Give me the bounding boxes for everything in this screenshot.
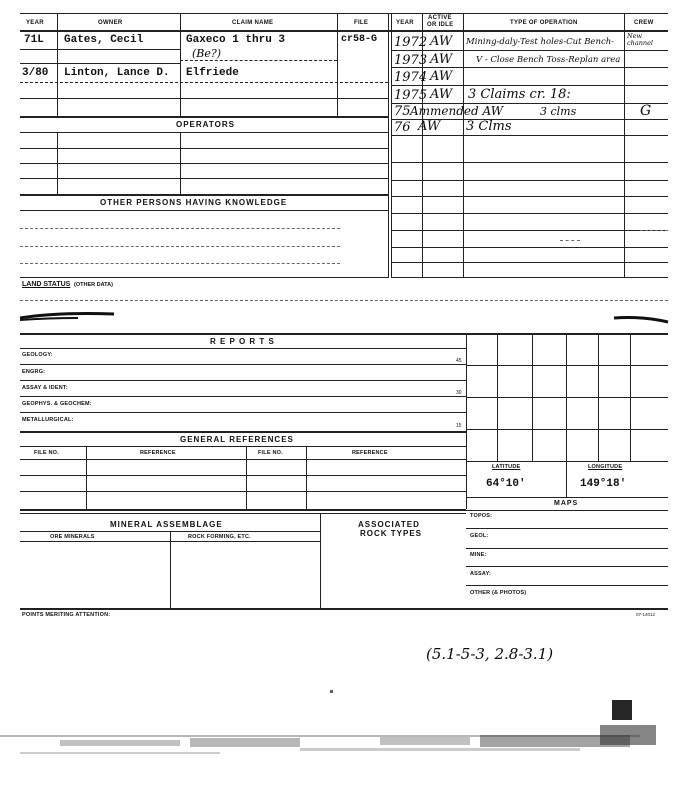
mineral-assemblage-title: MINERAL ASSEMBLAGE bbox=[110, 520, 223, 529]
op-row-1-status: AW bbox=[430, 34, 453, 49]
op-row-5-year: 75 bbox=[394, 104, 411, 119]
ref-file-no-1: FILE NO. bbox=[34, 450, 59, 456]
op-row-6-year: 76 bbox=[394, 120, 411, 135]
operators-title: OPERATORS bbox=[176, 120, 235, 129]
op-row-2-year: 1973 bbox=[394, 53, 428, 68]
scan-mark-right bbox=[612, 312, 672, 328]
op-row-2-status: AW bbox=[430, 52, 453, 67]
scan-mark-left bbox=[18, 306, 118, 324]
form-number: 07-14012 bbox=[636, 612, 656, 617]
header-year: YEAR bbox=[26, 20, 44, 26]
op-row-5-crew: G bbox=[640, 103, 652, 119]
land-status-title: LAND STATUS bbox=[22, 281, 71, 288]
header-crew: CREW bbox=[634, 20, 654, 26]
ref-file-no-2: FILE NO. bbox=[258, 450, 283, 456]
op-row-6-status: AW bbox=[418, 119, 441, 134]
report-n15: 15 bbox=[456, 423, 462, 429]
maps-title: MAPS bbox=[554, 500, 579, 507]
owner-row-1-year: 71L bbox=[24, 34, 44, 46]
header-claim-name: CLAIM NAME bbox=[232, 20, 274, 26]
header-owner: OWNER bbox=[98, 20, 123, 26]
header-year-2: YEAR bbox=[396, 20, 414, 26]
ref-reference-2: REFERENCE bbox=[352, 450, 388, 456]
op-row-4-year: 1975 bbox=[394, 88, 428, 103]
op-row-4-status: AW bbox=[430, 87, 453, 102]
op-row-4-type: 3 Claims cr. 18: bbox=[468, 87, 571, 102]
maps-geol: GEOL: bbox=[470, 533, 489, 539]
op-row-3-status: AW bbox=[430, 69, 453, 84]
general-references-title: GENERAL REFERENCES bbox=[180, 435, 294, 444]
longitude-label: LONGITUDE bbox=[588, 464, 623, 470]
op-row-5-type: 3 clms bbox=[540, 105, 577, 118]
longitude-value: 149°18' bbox=[580, 478, 627, 490]
report-n30: 30 bbox=[456, 390, 462, 396]
op-row-1-year: 1972 bbox=[394, 35, 428, 50]
op-row-1-type: Mining-daly-Test holes-Cut Bench- bbox=[466, 37, 615, 47]
owner-row-1-owner: Gates, Cecil bbox=[64, 34, 144, 46]
other-persons-title: OTHER PERSONS HAVING KNOWLEDGE bbox=[100, 198, 288, 207]
ore-minerals-label: ORE MINERALS bbox=[50, 534, 95, 540]
op-row-1-crew: New channel bbox=[627, 32, 653, 47]
report-engrg: ENGRG: bbox=[22, 369, 46, 375]
header-type-of-operation: TYPE OF OPERATION bbox=[510, 20, 578, 26]
header-active: ACTIVE bbox=[428, 15, 452, 21]
op-row-3-year: 1974 bbox=[394, 70, 428, 85]
report-geophys: GEOPHYS. & GEOCHEM: bbox=[22, 401, 92, 407]
ref-reference-1: REFERENCE bbox=[140, 450, 176, 456]
owner-row-1-claim: Gaxeco 1 thru 3 bbox=[186, 34, 286, 46]
points-meriting-attention: POINTS MERITING ATTENTION: bbox=[22, 612, 111, 618]
report-assay: ASSAY & IDENT: bbox=[22, 385, 68, 391]
maps-mine: MINE: bbox=[470, 552, 487, 558]
report-geology: GEOLOGY: bbox=[22, 352, 53, 358]
associated-rock-types-1: ASSOCIATED bbox=[358, 520, 420, 529]
land-status-subtitle: (OTHER DATA) bbox=[74, 282, 113, 288]
report-n45: 45 bbox=[456, 358, 462, 364]
maps-assay: ASSAY: bbox=[470, 571, 492, 577]
owner-row-2-year: 3/80 bbox=[22, 67, 49, 79]
op-row-5-status: Ammended AW bbox=[410, 104, 504, 118]
maps-other: OTHER (& PHOTOS) bbox=[470, 590, 527, 596]
owner-row-1-claim-note: (Be?) bbox=[192, 47, 222, 60]
op-row-6-type: 3 Clms bbox=[466, 119, 512, 134]
owner-row-2-claim: Elfriede bbox=[186, 67, 239, 79]
report-metallurgical: METALLURGICAL: bbox=[22, 417, 74, 423]
op-row-2-type: V - Close Bench Toss-Replan area bbox=[476, 55, 621, 65]
rock-forming-label: ROCK FORMING, ETC. bbox=[188, 534, 251, 540]
header-or-idle: OR IDLE bbox=[427, 22, 454, 28]
header-file: FILE bbox=[354, 20, 369, 26]
latitude-value: 64°10' bbox=[486, 478, 526, 490]
reports-title: R E P O R T S bbox=[210, 337, 275, 346]
owner-row-2-owner: Linton, Lance D. bbox=[64, 67, 170, 79]
latitude-label: LATITUDE bbox=[492, 464, 521, 470]
associated-rock-types-2: ROCK TYPES bbox=[360, 529, 423, 538]
maps-topos: TOPOS: bbox=[470, 513, 493, 519]
owner-row-1-file: cr58-G bbox=[341, 34, 378, 45]
handwritten-note: (5.1-5-3, 2.8-3.1) bbox=[426, 645, 554, 663]
